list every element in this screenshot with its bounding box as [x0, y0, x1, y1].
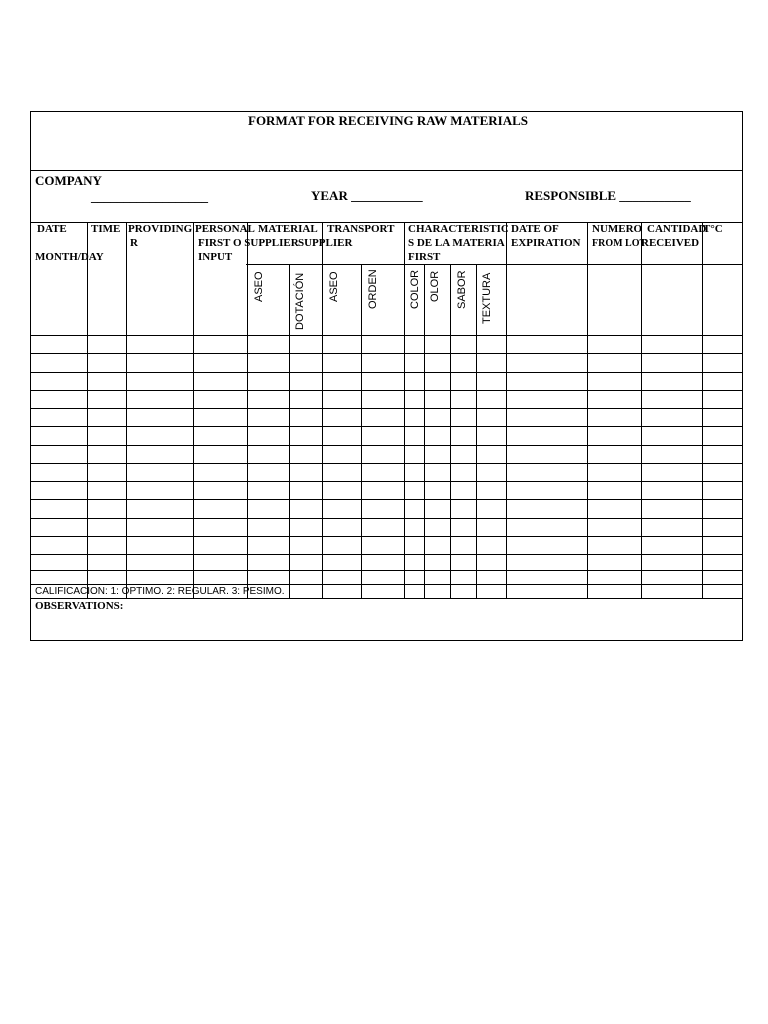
company-field[interactable]: __________________: [91, 189, 208, 204]
col-characteristics-3: FIRST: [408, 251, 441, 263]
subcol-aseo-transport: ASEO: [328, 271, 340, 302]
col-quantity-2: RECEIVED: [641, 237, 700, 249]
subcol-dotacion: DOTACIÓN: [294, 272, 306, 330]
company-label: COMPANY: [35, 173, 102, 188]
table-column-line: [126, 222, 127, 598]
observations-label: OBSERVATIONS:: [35, 600, 124, 612]
col-personal: PERSONAL: [195, 223, 255, 235]
table-column-line: [506, 222, 507, 598]
table-row-line: [31, 372, 742, 373]
raw-materials-form: [30, 111, 743, 641]
table-column-line: [404, 222, 405, 598]
col-quantity: CANTIDAD: [647, 223, 707, 235]
col-characteristics: CHARACTERISTIC: [408, 223, 509, 235]
observations-divider: [31, 598, 742, 599]
table-row-line: [31, 426, 742, 427]
table-row-line: [31, 584, 742, 585]
title-divider: [31, 170, 742, 171]
subheader-divider: [246, 264, 742, 265]
year-field[interactable]: YEAR ___________: [311, 188, 423, 203]
subcol-aseo-material: ASEO: [253, 271, 265, 302]
table-column-line: [424, 264, 425, 598]
table-column-line: [476, 264, 477, 598]
subcol-olor: OLOR: [429, 270, 441, 302]
table-row-line: [31, 408, 742, 409]
table-row-line: [31, 445, 742, 446]
table-row-line: [31, 481, 742, 482]
table-row-line: [31, 390, 742, 391]
calificacion-legend: CALIFICACION: 1: OPTIMO. 2: REGULAR. 3: PESIMO.: [35, 586, 285, 597]
table-row-line: [31, 335, 742, 336]
table-row-line: [31, 536, 742, 537]
subcol-orden: ORDEN: [367, 269, 379, 309]
table-column-line: [587, 222, 588, 598]
col-supplier: SUPPLIER: [298, 237, 353, 249]
col-month-day: MONTH/DAY: [35, 251, 104, 263]
table-column-line: [193, 222, 194, 598]
col-time: TIME: [91, 223, 121, 235]
table-column-line: [87, 222, 88, 598]
table-column-line: [361, 264, 362, 598]
table-row-line: [31, 570, 742, 571]
table-column-line: [289, 264, 290, 598]
form-title: FORMAT FOR RECEIVING RAW MATERIALS: [248, 113, 529, 128]
table-column-line: [450, 264, 451, 598]
col-characteristics-2: S DE LA MATERIA: [408, 237, 505, 249]
responsible-field[interactable]: RESPONSIBLE ___________: [525, 188, 691, 203]
table-column-line: [641, 222, 642, 598]
col-material: MATERIAL: [258, 223, 318, 235]
col-personal-2: FIRST O SUPPLIER: [198, 237, 299, 249]
col-lot-2: FROM LOT: [592, 238, 647, 249]
col-providing: PROVIDING: [128, 223, 193, 235]
col-personal-3: INPUT: [198, 251, 233, 263]
table-row-line: [31, 463, 742, 464]
col-lot: NUMERO: [592, 223, 643, 235]
table-column-line: [702, 222, 703, 598]
col-expiration: DATE OF: [511, 223, 559, 235]
col-temperature: T°C: [703, 223, 723, 235]
subcol-sabor: SABOR: [456, 270, 468, 309]
col-date: DATE: [37, 223, 67, 235]
table-row-line: [31, 499, 742, 500]
observations-field[interactable]: [32, 612, 741, 639]
table-column-line: [322, 222, 323, 598]
table-row-line: [31, 554, 742, 555]
col-transport: TRANSPORT: [327, 223, 395, 235]
subcol-textura: TEXTURA: [481, 272, 493, 324]
col-expiration-2: EXPIRATION: [511, 237, 581, 249]
col-providing-2: R: [130, 237, 138, 249]
subcol-color: COLOR: [409, 269, 421, 309]
table-row-line: [31, 518, 742, 519]
table-column-line: [247, 222, 248, 598]
table-row-line: [31, 353, 742, 354]
